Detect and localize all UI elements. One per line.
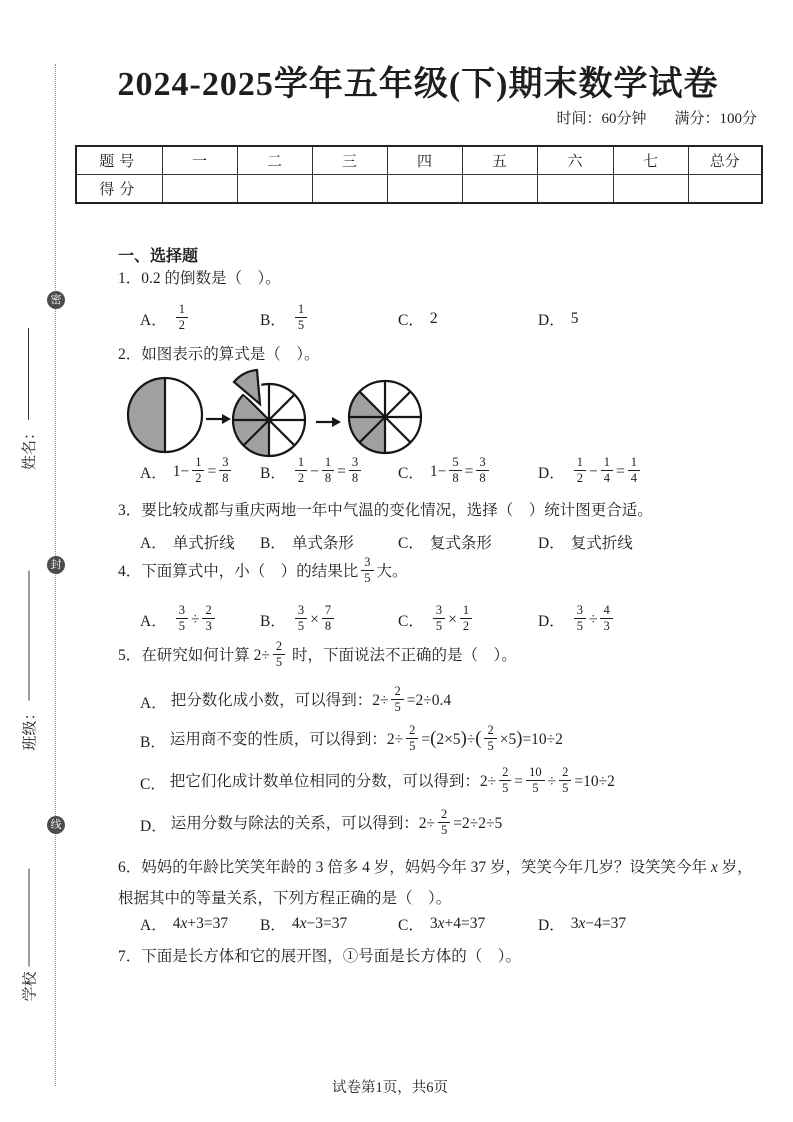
section-one-title: 一、选择题 (118, 248, 199, 265)
question-4-option-a: A． $\frac{3}{5}$ ÷ $\frac{2}{3}$ (140, 604, 260, 637)
question-2-option-d: D． $\frac{1}{2}$ − $\frac{1}{4}$ = $\frac{1}{4}$ (538, 456, 763, 489)
question-3-option-c: C． 复式条形 (398, 535, 492, 552)
score-table-header-row (76, 146, 762, 175)
exam-meta (556, 107, 757, 128)
question-4-options (140, 598, 763, 642)
question-2-option-b: B． $\frac{1}{2}$ − $\frac{1}{8}$ = $\frac{3}{8}$ (260, 456, 398, 489)
school-label: 学校 (22, 971, 38, 1002)
col-total: 总分 (688, 146, 762, 175)
question-6-option-a: A． 4x+3=37 (140, 915, 229, 934)
question-1-option-b: B． $\frac{1}{5}$ (260, 303, 398, 336)
question-5-option-a: A． 把分数化成小数，可以得到：2÷ $\frac{2}{5}$ =2÷0.4 (140, 684, 452, 714)
name-label: 姓名： (21, 424, 38, 470)
col-7: 七 (613, 146, 688, 175)
seal-char-feng: 封 (47, 556, 65, 574)
arrow-right-icon (316, 417, 341, 427)
col-3: 三 (312, 146, 387, 175)
score-cell (312, 175, 387, 204)
score-cell (237, 175, 312, 204)
question-4-stem: 4．下面算式中，小（ ）的结果比 $\frac{3}{5}$ 大。 (118, 555, 408, 585)
score-cell (462, 175, 537, 204)
col-2: 二 (237, 146, 312, 175)
question-6-option-c: C． 3x+4=37 (398, 915, 486, 934)
question-1-option-d: D． 5 (538, 310, 579, 329)
question-2-stem: 2．如图表示的算式是（ ）。 (118, 346, 320, 363)
circle-three-eighths (349, 381, 421, 453)
question-4-option-b: B． $\frac{3}{5}$ × $\frac{7}{8}$ (260, 604, 398, 637)
question-3-option-b: B． 单式条形 (260, 535, 354, 552)
question-5-option-d: D． 运用分数与除法的关系，可以得到：2÷ $\frac{2}{5}$ =2÷2÷5 (140, 807, 503, 837)
question-1-options (140, 297, 763, 341)
seal-char-xian: 线 (47, 816, 65, 834)
question-6-stem: 6．妈妈的年龄比笑笑年龄的 3 倍多 4 岁，妈妈今年 37 岁，笑笑今年几岁？设笑笑今年 x 岁，根据其中的等量关系，下列方程正确的是（ ）。 (118, 859, 753, 907)
question-4-option-c: C． $\frac{3}{5}$ × $\frac{1}{2}$ (398, 604, 538, 637)
question-2-option-a: A． 1− $\frac{1}{2}$ = $\frac{3}{8}$ (140, 456, 260, 489)
class-field (18, 516, 40, 751)
col-4: 四 (387, 146, 462, 175)
col-1: 一 (162, 146, 237, 175)
seal-dotted-line (55, 64, 56, 1086)
score-row-label: 得分 (76, 175, 162, 204)
score-cell (162, 175, 237, 204)
question-7-stem: 7．下面是长方体和它的展开图，①号面是长方体的（ ）。 (118, 948, 522, 965)
page-title: 2024-2025学年五年级(下)期末数学试卷 (117, 66, 719, 103)
full-score: 满分：100分 (674, 111, 757, 127)
score-cell (613, 175, 688, 204)
question-5-option-b: B． 运用商不变的性质，可以得到：2÷ $\frac{2}{5}$ =(2×5)÷( $\frac{2}{5}$ ×5)=10÷2 (140, 723, 563, 753)
question-6-option-b: B． 4x−3=37 (260, 915, 348, 934)
score-cell (688, 175, 762, 204)
score-cell (537, 175, 613, 204)
school-field (18, 797, 40, 1002)
class-label: 班级： (22, 705, 38, 751)
question-6-options (140, 912, 763, 936)
question-1-option-a: A． $\frac{1}{2}$ (140, 303, 260, 336)
school-blank-line (28, 868, 29, 966)
score-table (75, 145, 763, 204)
name-blank-line (28, 328, 29, 420)
question-4-option-d: D． $\frac{3}{5}$ ÷ $\frac{4}{3}$ (538, 604, 763, 637)
arrow-right-icon (206, 414, 231, 424)
class-blank-line (28, 570, 29, 700)
question-1-option-c: C． 2 (398, 310, 438, 329)
col-5: 五 (462, 146, 537, 175)
question-3-stem: 3．要比较成都与重庆两地一年中气温的变化情况，选择（ ）统计图更合适。 (118, 502, 653, 519)
circle-eighths-removing-slice (233, 370, 305, 456)
time-limit: 时间：60分钟 (556, 111, 647, 127)
question-3-option-d: D． 复式折线 (538, 535, 633, 552)
circle-one-half (128, 378, 202, 452)
col-6: 六 (537, 146, 613, 175)
student-name-field (17, 240, 39, 470)
question-6-option-d: D． 3x−4=37 (538, 915, 627, 934)
question-5-stem: 5．在研究如何计算 2÷ $\frac{2}{5}$ 时，下面说法不正确的是（ ）。 (118, 639, 517, 669)
question-5-option-c: C． 把它们化成计数单位相同的分数，可以得到：2÷ $\frac{2}{5}$ = $\frac{10}{5}$ ÷ $\frac{2}{5}$ =10÷2 (140, 765, 615, 795)
seal-char-mi: 密 (47, 291, 65, 309)
question-2-option-c: C． 1− $\frac{5}{8}$ = $\frac{3}{8}$ (398, 456, 538, 489)
question-3-options (140, 530, 763, 554)
score-table-corner: 题号 (76, 146, 162, 175)
score-row (76, 175, 762, 204)
page-footer: 试卷第1页，共6页 (332, 1080, 448, 1096)
question-1-stem: 1．0.2 的倒数是（ ）。 (118, 270, 281, 287)
question-2-options (140, 450, 763, 494)
score-cell (387, 175, 462, 204)
question-3-option-a: A． 单式折线 (140, 535, 235, 552)
